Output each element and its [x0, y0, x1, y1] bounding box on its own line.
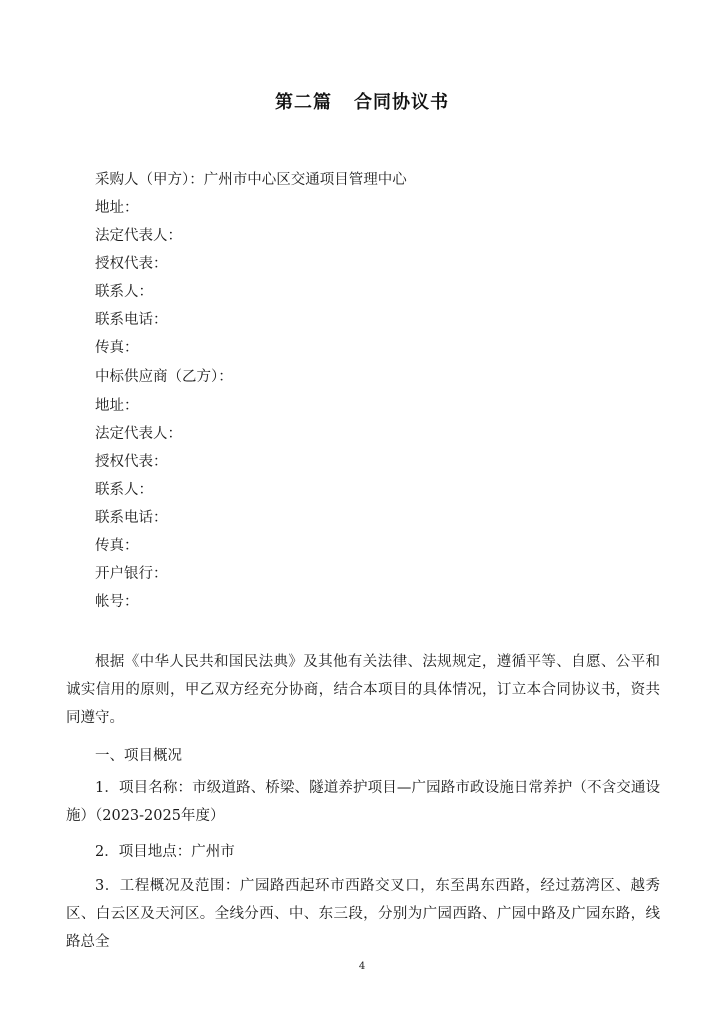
item-1-project-name: 1．项目名称：市级道路、桥梁、隧道养护项目—广园路市政设施日常养护（不含交通设施）（2023-2025年度）	[66, 780, 660, 824]
section-1-heading: 一、项目概况	[95, 748, 182, 764]
supplier-address: 地址：	[95, 398, 139, 414]
supplier-legal-rep: 法定代表人：	[95, 426, 182, 442]
item-3-project-scope: 3．工程概况及范围：广园路西起环市西路交叉口，东至禺东西路，经过荔湾区、越秀区、白云区及天河区。全线分西、中、东三段，分别为广园西路、广园中路及广园东路，线路总全	[66, 878, 660, 950]
buyer-phone: 联系电话：	[95, 312, 168, 328]
supplier-authorized-rep: 授权代表：	[95, 454, 168, 470]
page-title	[0, 88, 724, 114]
intro-paragraph: 根据《中华人民共和国民法典》及其他有关法律、法规规定，遵循平等、自愿、公平和诚实信用的原则，甲乙双方经充分协商，结合本项目的具体情况，订立本合同协议书，资共同遵守。	[66, 654, 660, 726]
buyer-authorized-rep: 授权代表：	[95, 256, 168, 272]
supplier-bank: 开户银行：	[95, 566, 168, 582]
supplier-line: 中标供应商（乙方）：	[95, 369, 233, 385]
supplier-contact: 联系人：	[95, 482, 153, 498]
title-part-2: 合同协议书	[354, 92, 449, 113]
supplier-account: 帐号：	[95, 594, 139, 610]
buyer-contact: 联系人：	[95, 284, 153, 300]
item-2-project-location: 2．项目地点：广州市	[95, 844, 235, 860]
buyer-fax: 传真：	[95, 340, 139, 356]
page-number: 4	[358, 961, 366, 972]
title-part-1: 第二篇	[275, 92, 332, 113]
buyer-legal-rep: 法定代表人：	[95, 228, 182, 244]
buyer-address: 地址：	[95, 200, 139, 216]
supplier-phone: 联系电话：	[95, 510, 168, 526]
buyer-line: 采购人（甲方）：广州市中心区交通项目管理中心	[95, 172, 407, 188]
supplier-fax: 传真：	[95, 538, 139, 554]
